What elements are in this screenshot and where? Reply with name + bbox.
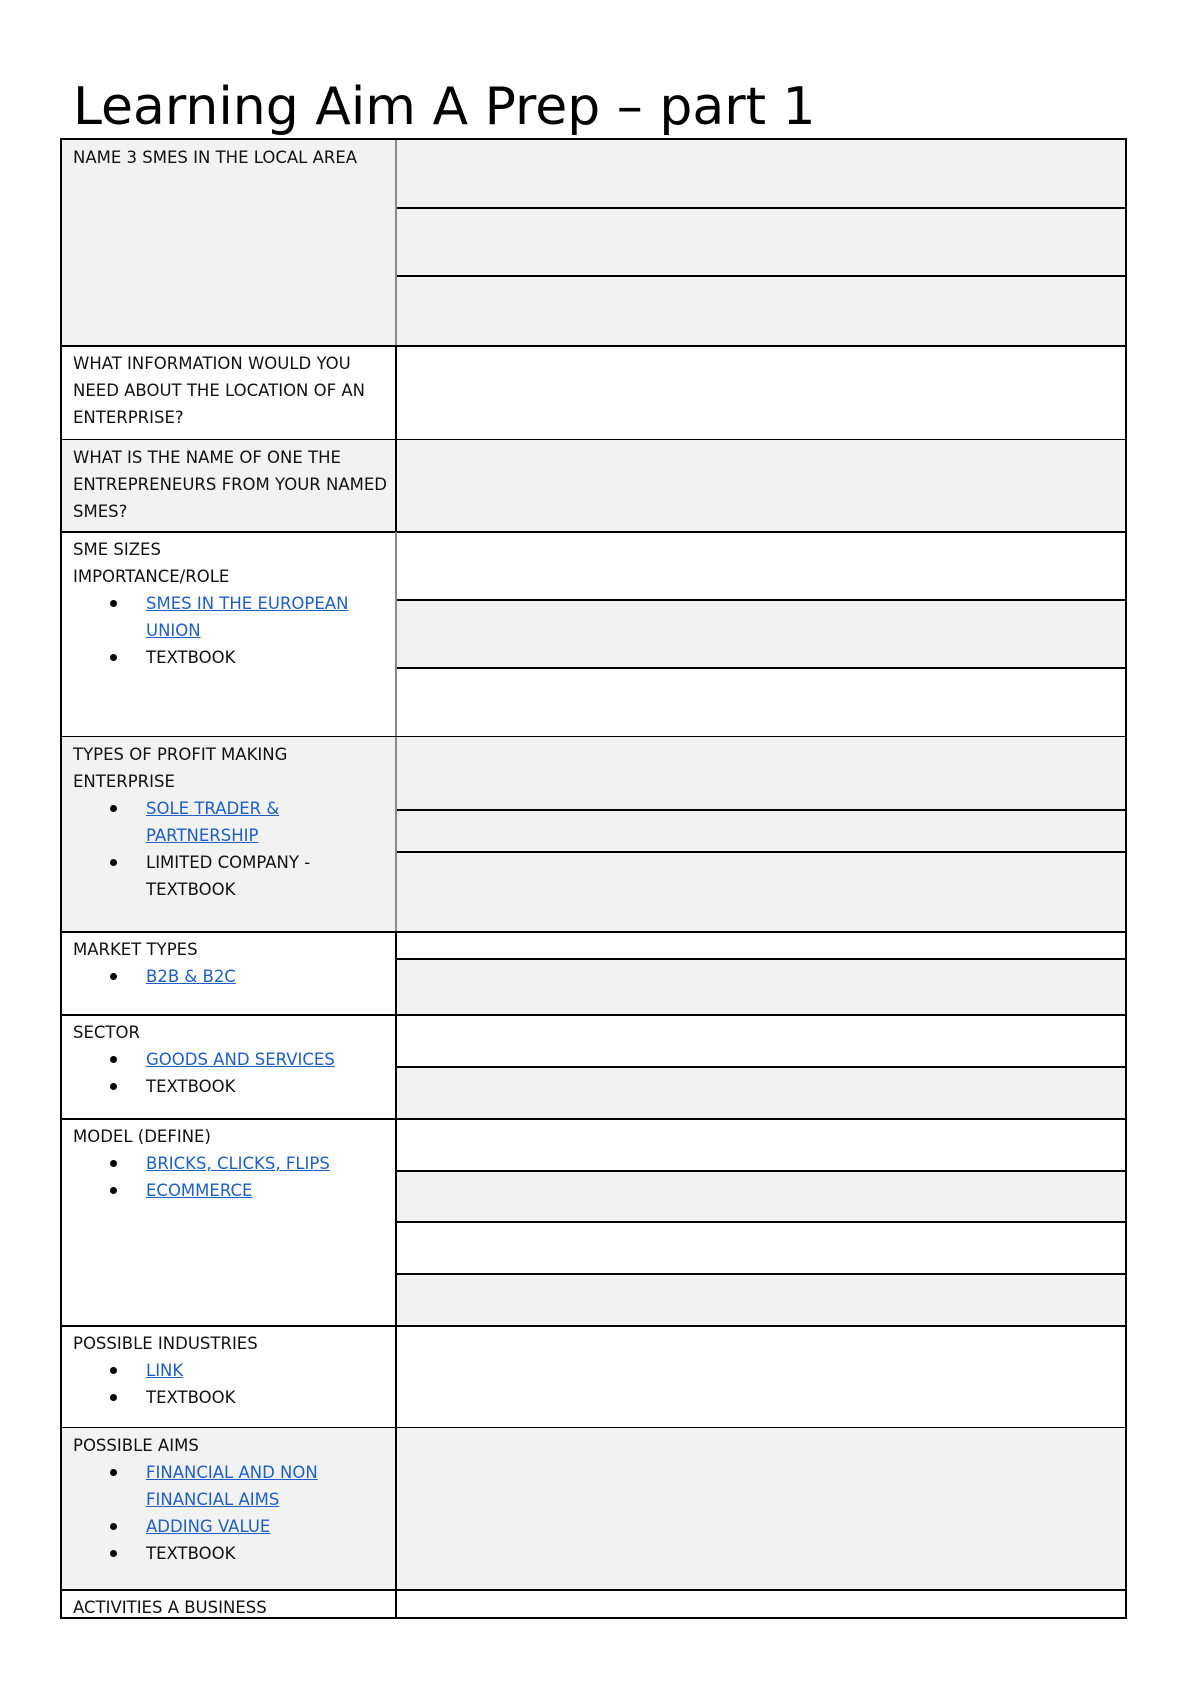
answer-divider xyxy=(397,599,1125,601)
row-label-cell xyxy=(62,1428,395,1590)
resource-list xyxy=(73,795,387,903)
bullet-icon xyxy=(110,1160,117,1167)
resource-item xyxy=(73,1046,387,1073)
answer-field[interactable] xyxy=(397,1015,1125,1067)
answer-field[interactable] xyxy=(397,276,1125,346)
answer-field[interactable] xyxy=(397,1274,1125,1326)
row-label: NAME 3 SMES IN THE LOCAL AREA xyxy=(73,148,358,167)
answer-column xyxy=(397,440,1125,532)
answer-column xyxy=(397,346,1125,440)
table-row xyxy=(62,1590,1125,1617)
answer-field[interactable] xyxy=(397,208,1125,276)
resource-link[interactable]: FINANCIAL AND NON FINANCIAL AIMS xyxy=(146,1463,318,1509)
row-label-cell xyxy=(62,346,395,440)
answer-field[interactable] xyxy=(397,1067,1125,1119)
answer-field[interactable] xyxy=(397,140,1125,208)
table-row xyxy=(62,737,1125,932)
resource-list xyxy=(73,590,387,671)
row-label: MODEL (DEFINE) xyxy=(73,1127,211,1146)
table-row xyxy=(62,140,1125,346)
answer-divider xyxy=(397,1273,1125,1275)
resource-item xyxy=(73,963,387,990)
resource-item xyxy=(73,1177,387,1204)
resource-link[interactable]: SOLE TRADER & PARTNERSHIP xyxy=(146,799,280,845)
answer-column xyxy=(397,140,1125,346)
resource-text: TEXTBOOK xyxy=(146,648,236,667)
resource-link[interactable]: B2B & B2C xyxy=(146,967,236,986)
row-label: SME SIZES IMPORTANCE/ROLE xyxy=(73,540,230,586)
table-row xyxy=(62,532,1125,737)
row-label-cell xyxy=(62,737,395,932)
bullet-icon xyxy=(110,805,117,812)
resource-item xyxy=(73,1357,387,1384)
answer-field[interactable] xyxy=(397,1171,1125,1222)
answer-field[interactable] xyxy=(397,1326,1125,1428)
bullet-icon xyxy=(110,1394,117,1401)
bullet-icon xyxy=(110,1469,117,1476)
answer-field[interactable] xyxy=(397,532,1125,600)
answer-field[interactable] xyxy=(397,959,1125,1015)
bullet-icon xyxy=(110,1056,117,1063)
answer-column xyxy=(397,532,1125,737)
row-label: ACTIVITIES A BUSINESS xyxy=(73,1598,267,1617)
answer-field[interactable] xyxy=(397,600,1125,668)
resource-item xyxy=(73,795,387,849)
row-label: POSSIBLE INDUSTRIES xyxy=(73,1334,258,1353)
resource-item xyxy=(73,849,387,903)
answer-column xyxy=(397,1590,1125,1617)
resource-list xyxy=(73,1357,387,1411)
resource-item xyxy=(73,1073,387,1100)
answer-column xyxy=(397,737,1125,932)
bullet-icon xyxy=(110,1367,117,1374)
answer-field[interactable] xyxy=(397,737,1125,810)
answer-field[interactable] xyxy=(397,1590,1125,1617)
resource-item xyxy=(73,1459,387,1513)
bullet-icon xyxy=(110,600,117,607)
resource-item xyxy=(73,1513,387,1540)
page-title: Learning Aim A Prep – part 1 xyxy=(73,77,816,137)
resource-link[interactable]: ADDING VALUE xyxy=(146,1517,271,1536)
row-label-cell xyxy=(62,1590,395,1617)
answer-divider xyxy=(397,207,1125,209)
answer-column xyxy=(397,1326,1125,1428)
answer-divider xyxy=(397,667,1125,669)
resource-item xyxy=(73,590,387,644)
resource-link[interactable]: LINK xyxy=(146,1361,184,1380)
resource-link[interactable]: SMES IN THE EUROPEAN UNION xyxy=(146,594,349,640)
table-row xyxy=(62,932,1125,1015)
resource-item xyxy=(73,1384,387,1411)
answer-column xyxy=(397,1428,1125,1590)
bullet-icon xyxy=(110,1550,117,1557)
resource-list xyxy=(73,1459,387,1567)
answer-field[interactable] xyxy=(397,346,1125,440)
row-label: SECTOR xyxy=(73,1023,140,1042)
answer-column xyxy=(397,932,1125,1015)
resource-link[interactable]: BRICKS, CLICKS, FLIPS xyxy=(146,1154,330,1173)
row-label: MARKET TYPES xyxy=(73,940,198,959)
row-label: POSSIBLE AIMS xyxy=(73,1436,199,1455)
resource-text: TEXTBOOK xyxy=(146,1388,236,1407)
answer-field[interactable] xyxy=(397,810,1125,852)
bullet-icon xyxy=(110,973,117,980)
table-row xyxy=(62,1015,1125,1119)
resource-text: TEXTBOOK xyxy=(146,1077,236,1096)
row-label-cell xyxy=(62,1326,395,1428)
table-row xyxy=(62,1119,1125,1326)
resource-item xyxy=(73,644,387,671)
answer-field[interactable] xyxy=(397,668,1125,737)
table-row xyxy=(62,1326,1125,1428)
resource-link[interactable]: GOODS AND SERVICES xyxy=(146,1050,335,1069)
row-label-cell xyxy=(62,140,395,346)
table-row xyxy=(62,346,1125,440)
table-row xyxy=(62,440,1125,532)
bullet-icon xyxy=(110,1083,117,1090)
worksheet-table xyxy=(60,138,1127,1619)
row-label-cell xyxy=(62,1119,395,1326)
answer-field[interactable] xyxy=(397,932,1125,959)
resource-list xyxy=(73,963,387,990)
row-label: WHAT INFORMATION WOULD YOU NEED ABOUT THE LOCATION OF AN ENTERPRISE? xyxy=(73,354,365,427)
bullet-icon xyxy=(110,654,117,661)
answer-divider xyxy=(397,1066,1125,1068)
row-label-cell xyxy=(62,440,395,532)
resource-text: LIMITED COMPANY - TEXTBOOK xyxy=(146,853,311,899)
row-label: TYPES OF PROFIT MAKING ENTERPRISE xyxy=(73,745,288,791)
answer-field[interactable] xyxy=(397,1119,1125,1171)
resource-item xyxy=(73,1150,387,1177)
answer-divider xyxy=(397,1221,1125,1223)
answer-divider xyxy=(397,809,1125,811)
answer-divider xyxy=(397,1170,1125,1172)
answer-divider xyxy=(397,275,1125,277)
row-label: WHAT IS THE NAME OF ONE THE ENTREPRENEURS FROM YOUR NAMED SMES? xyxy=(73,448,387,521)
bullet-icon xyxy=(110,1187,117,1194)
resource-item xyxy=(73,1540,387,1567)
answer-field[interactable] xyxy=(397,1222,1125,1274)
bullet-icon xyxy=(110,859,117,866)
answer-column xyxy=(397,1119,1125,1326)
row-label-cell xyxy=(62,1015,395,1119)
table-row xyxy=(62,1428,1125,1590)
row-label-cell xyxy=(62,532,395,737)
bullet-icon xyxy=(110,1523,117,1530)
answer-column xyxy=(397,1015,1125,1119)
answer-divider xyxy=(397,851,1125,853)
answer-field[interactable] xyxy=(397,852,1125,932)
resource-text: TEXTBOOK xyxy=(146,1544,236,1563)
resource-list xyxy=(73,1150,387,1204)
resource-link[interactable]: ECOMMERCE xyxy=(146,1181,253,1200)
answer-field[interactable] xyxy=(397,1428,1125,1590)
answer-divider xyxy=(397,958,1125,960)
resource-list xyxy=(73,1046,387,1100)
row-label-cell xyxy=(62,932,395,1015)
answer-field[interactable] xyxy=(397,440,1125,532)
